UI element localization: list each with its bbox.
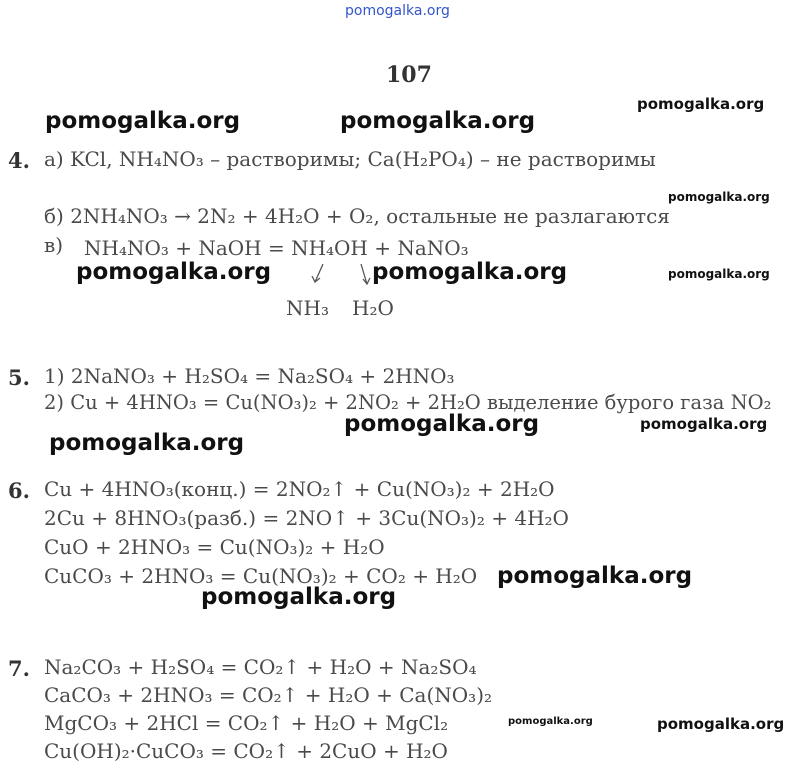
product-nh3: NH₃ bbox=[286, 296, 329, 320]
problem6-line4: CuCO₃ + 2HNO₃ = Cu(NO₃)₂ + CO₂ + H₂O bbox=[44, 564, 478, 588]
problem7-line1: Na₂CO₃ + H₂SO₄ = CO₂↑ + H₂O + Na₂SO₄ bbox=[44, 655, 477, 679]
problem-number: 5. bbox=[8, 365, 30, 390]
watermark: pomogalka.org bbox=[640, 415, 768, 433]
problem6-line1: Cu + 4HNO₃(конц.) = 2NO₂↑ + Cu(NO₃)₂ + 2H₂O bbox=[44, 477, 555, 501]
problem5-line2: 2) Cu + 4HNO₃ = Cu(NO₃)₂ + 2NO₂ + 2H₂O выделение бурого газа NO₂ bbox=[44, 391, 772, 414]
watermark: pomogalka.org bbox=[372, 259, 568, 285]
problem-number: 7. bbox=[8, 656, 30, 681]
problem-number: 4. bbox=[8, 148, 30, 173]
problem5-line1: 1) 2NaNO₃ + H₂SO₄ = Na₂SO₄ + 2HNO₃ bbox=[44, 364, 455, 388]
watermark: pomogalka.org bbox=[45, 108, 241, 134]
product-h2o: H₂O bbox=[352, 296, 394, 320]
problem4-a: а) KCl, NH₄NO₃ – растворимы; Ca(H₂PO₄) – не растворимы bbox=[44, 147, 656, 171]
top-watermark: pomogalka.org bbox=[345, 3, 450, 19]
problem4-b: б) 2NH₄NO₃ → 2N₂ + 4H₂O + O₂, остальные не разлагаются bbox=[44, 204, 670, 228]
problem4-v-label: в) bbox=[44, 233, 64, 257]
problem4-v: NH₄NO₃ + NaOH = NH₄OH + NaNO₃ bbox=[84, 236, 469, 260]
watermark: pomogalka.org bbox=[637, 95, 765, 113]
problem7-line4: Cu(OH)₂·CuCO₃ = CO₂↑ + 2CuO + H₂O bbox=[44, 739, 448, 763]
problem-number: 6. bbox=[8, 478, 30, 503]
watermark: pomogalka.org bbox=[49, 430, 245, 456]
problem7-line2: CaCO₃ + 2HNO₃ = CO₂↑ + H₂O + Ca(NO₃)₂ bbox=[44, 683, 493, 707]
watermark: pomogalka.org bbox=[201, 584, 397, 610]
watermark: pomogalka.org bbox=[668, 190, 770, 204]
watermark: pomogalka.org bbox=[76, 259, 272, 285]
watermark: pomogalka.org bbox=[508, 716, 593, 727]
watermark: pomogalka.org bbox=[340, 108, 536, 134]
problem6-line2: 2Cu + 8HNO₃(разб.) = 2NO↑ + 3Cu(NO₃)₂ + 4H₂O bbox=[44, 506, 569, 530]
decomposition-arrows bbox=[305, 262, 385, 292]
watermark: pomogalka.org bbox=[497, 563, 693, 589]
watermark: pomogalka.org bbox=[668, 267, 770, 281]
problem7-line3: MgCO₃ + 2HCl = CO₂↑ + H₂O + MgCl₂ bbox=[44, 711, 449, 735]
watermark: pomogalka.org bbox=[344, 411, 540, 437]
page-number: 107 bbox=[386, 62, 432, 88]
watermark: pomogalka.org bbox=[657, 715, 785, 733]
problem6-line3: CuO + 2HNO₃ = Cu(NO₃)₂ + H₂O bbox=[44, 535, 385, 559]
